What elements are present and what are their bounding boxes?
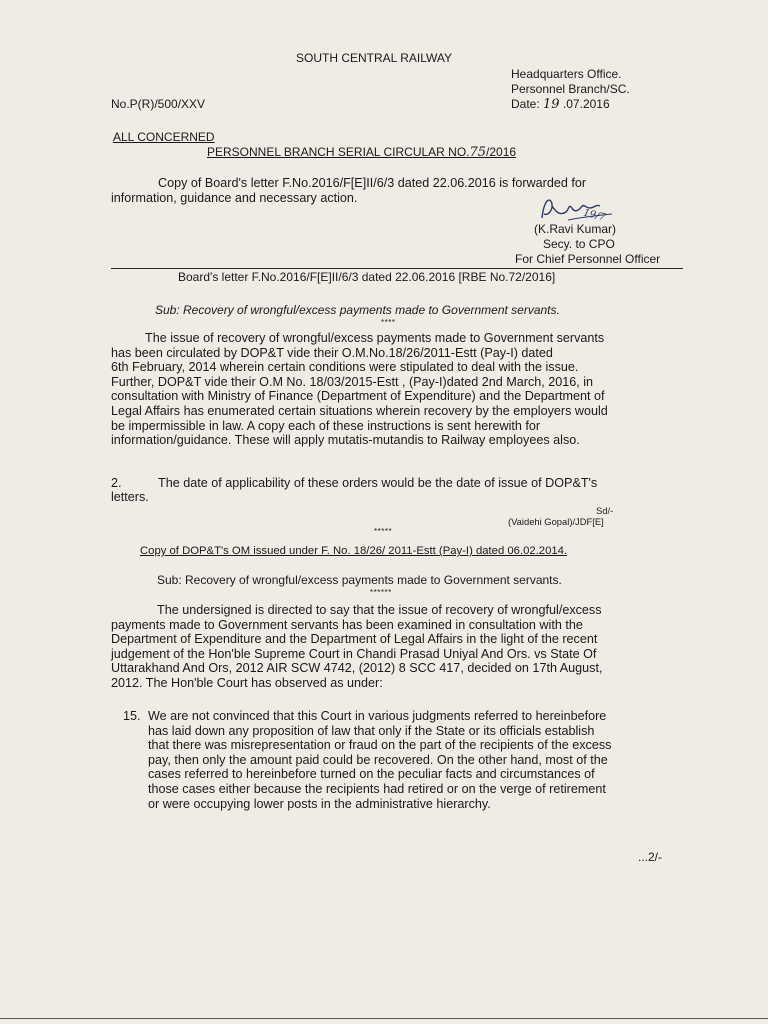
quote-line: We are not convinced that this Court in various judgments referred to hereinbefore: [148, 709, 607, 723]
para-line: 2012. The Hon'ble Court has observed as under:: [111, 675, 383, 690]
para-line: Department of Expenditure and the Department of Legal Affairs in the light of the recent: [111, 632, 598, 647]
circular-title: [207, 145, 516, 160]
dopt-om-heading: Copy of DOP&T's OM issued under F. No. 18/26/ 2011-Estt (Pay-I) dated 06.02.2014.: [140, 545, 568, 557]
para-2-line-2: letters.: [111, 490, 149, 504]
court-quote: [148, 709, 663, 811]
dopt-om-subject: Sub: Recovery of wrongful/excess payments made to Government servants.: [157, 573, 562, 587]
intro-line-1: Copy of Board's letter F.No.2016/F[E]II/6/3 dated 22.06.2016 is forwarded for: [158, 176, 587, 190]
para-line: has been circulated by DOP&T vide their O.M.No.18/26/2011-Estt (Pay-I) dated: [111, 345, 553, 360]
date-suffix: .07.2016: [562, 97, 610, 111]
quote-number: 15.: [123, 709, 141, 723]
separator-rule: [111, 268, 683, 269]
quote-line: pay, then only the amount paid could be recovered. On the other hand, most of the: [148, 752, 608, 767]
reference-number: No.P(R)/500/XXV: [111, 97, 206, 111]
para-line: information/guidance. These will apply mutatis-mutandis to Railway employees also.: [111, 433, 580, 448]
separator-stars: *****: [374, 527, 393, 536]
para-2-number: 2.: [111, 476, 122, 490]
quote-line: that there was misrepresentation or fraud on the part of the recipients of the excess: [148, 738, 612, 753]
office-line-2: Personnel Branch/SC.: [511, 82, 630, 96]
page-continuation: ...2/-: [638, 850, 663, 864]
signatory-name: (K.Ravi Kumar): [534, 222, 617, 236]
sd-mark: Sd/-: [596, 505, 614, 516]
para-line: be impermissible in law. A copy each of these instructions is sent herewith for: [111, 418, 541, 433]
sd-name: (Vaidehi Gopal)/JDF[E]: [508, 516, 604, 527]
para-line: The issue of recovery of wrongful/excess payments made to Government servants: [145, 331, 605, 345]
quote-line: cases referred to hereinbefore turned on the peculiar facts and circumstances of: [148, 767, 595, 782]
circular-title-prefix: PERSONNEL BRANCH SERIAL CIRCULAR NO.: [207, 145, 470, 159]
organization-name: SOUTH CENTRAL RAILWAY: [296, 51, 453, 65]
para-line: payments made to Government servants has been examined in consultation with the: [111, 617, 583, 632]
board-letter-para-1: [111, 331, 663, 448]
board-letter-reference: Board's letter F.No.2016/F[E]II/6/3 dated 22.06.2016 [RBE No.72/2016]: [178, 270, 556, 284]
intro-line-2: information, guidance and necessary action.: [111, 191, 358, 205]
signature-date: 19/7: [582, 207, 607, 224]
document-date: [511, 97, 610, 112]
signatory-office: For Chief Personnel Officer: [515, 252, 661, 266]
circular-number: 75: [469, 145, 487, 160]
dopt-om-para-1: [111, 603, 663, 691]
date-handwritten: 19: [543, 97, 560, 112]
para-line: Uttarakhand And Ors, 2012 AIR SCW 4742, (2012) 8 SCC 417, decided on 17th August,: [111, 661, 603, 676]
para-line: Further, DOP&T vide their O.M No. 18/03/2015-Estt , (Pay-I)dated 2nd March, 2016, in: [111, 374, 594, 389]
para-line: The undersigned is directed to say that the issue of recovery of wrongful/excess: [157, 603, 602, 617]
para-2-line-1: The date of applicability of these orders would be the date of issue of DOP&T's: [158, 476, 598, 490]
para-line: consultation with Ministry of Finance (Department of Expenditure) and the Department of: [111, 389, 605, 404]
para-line: Legal Affairs has enumerated certain situations wherein recovery by the employers would: [111, 403, 608, 418]
circular-title-suffix: /2016: [486, 145, 517, 159]
separator-stars: ****: [381, 318, 396, 327]
separator-stars: ******: [370, 588, 392, 597]
quote-line: those cases either because the recipients had retired or on the verge of retirement: [148, 781, 606, 796]
signatory-designation: Secy. to CPO: [543, 237, 615, 251]
date-prefix: Date:: [511, 97, 540, 111]
addressee: ALL CONCERNED: [113, 130, 215, 144]
para-line: judgement of the Hon'ble Supreme Court in Chandi Prasad Uniyal And Ors. vs State Of: [111, 646, 597, 661]
board-letter-subject: Sub: Recovery of wrongful/excess payments made to Government servants.: [155, 303, 560, 317]
scan-edge: [0, 1018, 768, 1019]
para-line: 6th February, 2014 wherein certain conditions were stipulated to deal with the issue.: [111, 360, 579, 375]
quote-line: or were occupying lower posts in the administrative hierarchy.: [148, 796, 491, 811]
quote-line: has laid down any proposition of law that only if the State or its officials establish: [148, 723, 595, 738]
office-line-1: Headquarters Office.: [511, 67, 622, 81]
